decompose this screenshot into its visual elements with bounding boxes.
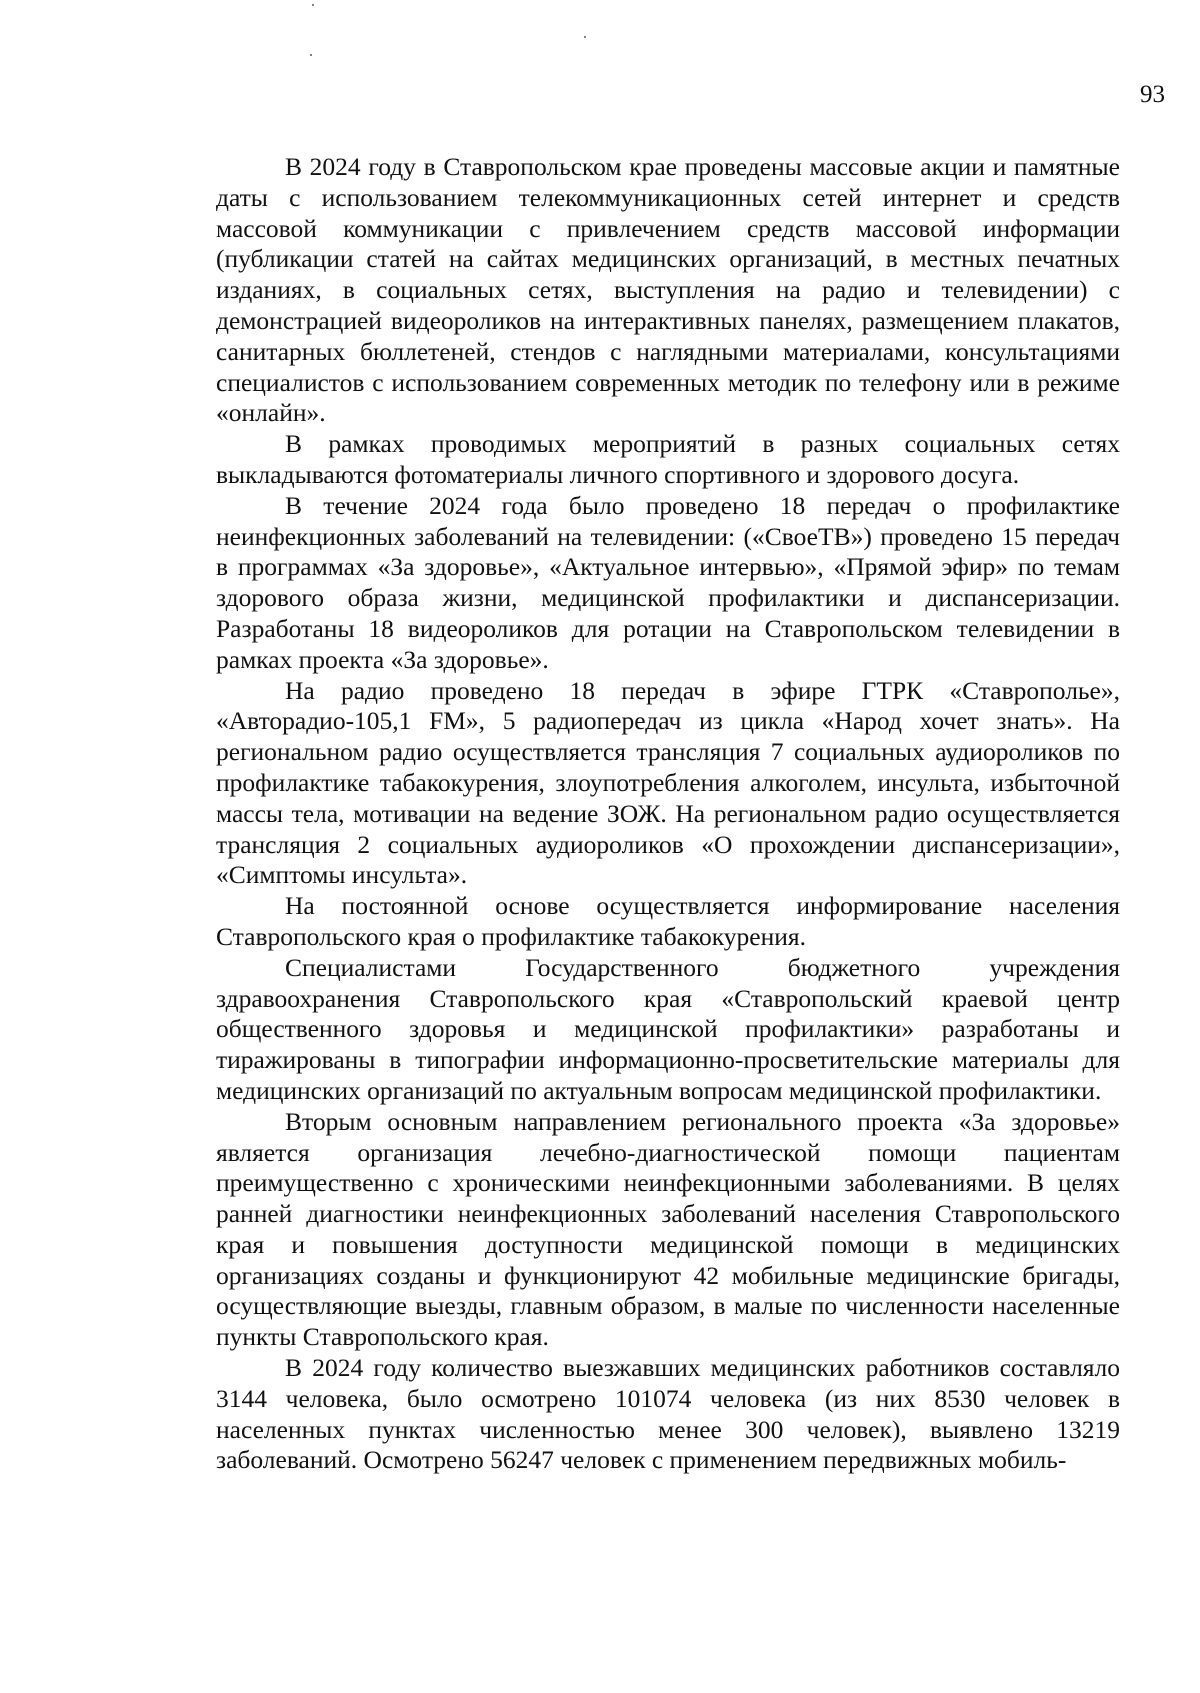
paragraph-tv-broadcasts: В течение 2024 года было проведено 18 передач о профилактике неинфекционных заболеваний на телевидении: («СвоеТВ») проведено 15 передач в программах «За здоровье», «Актуальное интервью», «Прямой эфир» по темам здорового образа жизни, медицинской профилактики и диспансеризации. Разработаны 18 видеороликов для ротации на Ставропольском телевидении в рамках проекта «За здоровье». [216,490,1120,674]
scan-speck [584,36,586,38]
scan-speck [310,54,312,56]
page-number: 93 [1140,81,1165,108]
paragraph-mass-actions: В 2024 году в Ставропольском крае проведены массовые акции и памятные даты с использованием телекоммуникационных сетей интернет и средств массовой коммуникации с привлечением средств массовой информации (публикации статей на сайтах медицинских организаций, в местных печатных изданиях, в социальных сетях, выступления на радио и телевидении) с демонстрацией видеороликов на интерактивных панелях, размещением плакатов, санитарных бюллетеней, стендов с наглядными материалами, консультациями специалистов с использованием современных методик по телефону или в режиме «онлайн». [216,152,1120,428]
paragraph-mobile-brigades: Вторым основным направлением регионального проекта «За здоровье» является организация лечебно-диагностической помощи пациентам преимущественно с хроническими неинфекционными заболеваниями. В целях ранней диагностики неинфекционных заболеваний населения Ставропольского края и повышения доступности медицинской помощи в медицинских организациях созданы и функционируют 42 мобильные медицинские бригады, осуществляющие выезды, главным образом, в малые по численности населенные пункты Ставропольского края. [216,1106,1120,1352]
paragraph-tobacco-info: На постоянной основе осуществляется информирование населения Ставропольского края о профилактике табакокурения. [216,891,1120,951]
paragraph-2024-statistics: В 2024 году количество выезжавших медицинских работников составляло 3144 человека, было осмотрено 101074 человека (из них 8530 человек в населенных пунктах численностью менее 300 человек), выявлено 13219 заболеваний. Осмотрено 56247 человек с применением передвижных мобиль- [216,1353,1120,1475]
paragraph-radio-broadcasts: На радио проведено 18 передач в эфире ГТРК «Ставрополье», «Авторадио-105,1 FM», 5 радиопередач из цикла «Народ хочет знать». На региональном радио осуществляется трансляция 7 социальных аудиороликов по профилактике табакокурения, злоупотребления алкоголем, инсульта, избыточной массы тела, мотивации на ведение ЗОЖ. На региональном радио осуществляется трансляция 2 социальных аудиороликов «О прохождении диспансеризации», «Симптомы инсульта». [216,675,1120,890]
paragraph-printed-materials: Специалистами Государственного бюджетного учреждения здравоохранения Ставропольского края «Ставропольский краевой центр общественного здоровья и медицинской профилактики» разработаны и тиражированы в типографии информационно-просветительские материалы для медицинских организаций по актуальным вопросам медицинской профилактики. [216,952,1120,1105]
paragraph-social-networks: В рамках проводимых мероприятий в разных социальных сетях выкладываются фотоматериалы личного спортивного и здорового досуга. [216,429,1120,489]
scan-speck [312,4,314,6]
document-body [216,152,1120,1476]
